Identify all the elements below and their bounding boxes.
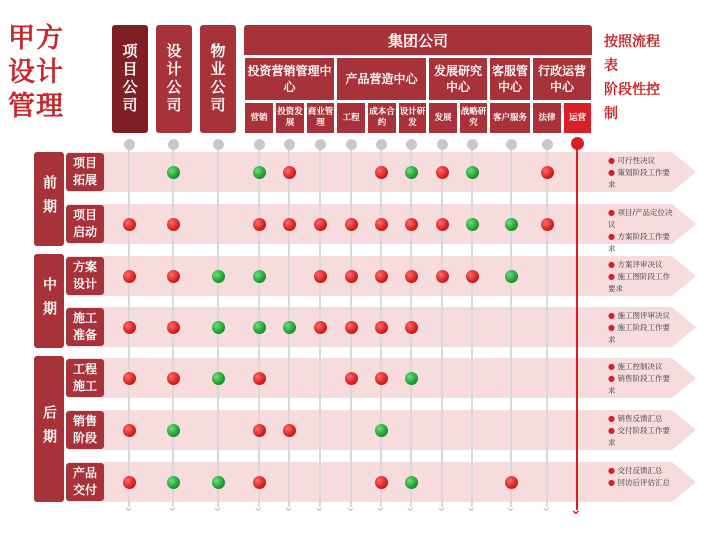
column-top-dot-icon [168, 139, 179, 150]
green-participate-dot [167, 166, 180, 179]
phase-early [34, 152, 64, 246]
note-line: ● 方案阶段工作要求 [608, 232, 671, 253]
chevron-down-icon: ⌄ [541, 500, 552, 515]
stage-note [608, 465, 674, 489]
red-control-dot [505, 476, 518, 489]
green-participate-dot [466, 218, 479, 231]
chevron-down-icon: ⌄ [167, 500, 178, 515]
column-top-dot-icon [254, 139, 265, 150]
stage-0: 项目 拓展 [66, 153, 104, 191]
red-control-dot [283, 218, 296, 231]
page-title [8, 22, 108, 124]
group-header: 集团公司 [244, 25, 592, 55]
green-participate-dot [283, 321, 296, 334]
green-participate-dot [505, 270, 518, 283]
chevron-down-icon: ⌄ [345, 500, 356, 515]
note-line: ● 施工控制决议 [608, 362, 663, 371]
row-band [68, 307, 672, 347]
row-arrow-icon [672, 204, 696, 244]
column-top-dot-icon [315, 139, 326, 150]
red-control-dot [375, 270, 388, 283]
column-line [441, 145, 443, 507]
row-arrow-icon [672, 358, 696, 398]
column-top-dot-icon [346, 139, 357, 150]
red-control-dot [253, 476, 266, 489]
red-control-dot [123, 270, 136, 283]
subunit-legal: 法律 [532, 102, 562, 134]
title-line: 甲方 [8, 23, 64, 54]
chevron-down-icon: ⌄ [212, 500, 223, 515]
center-admin-operations: 行政运营中心 [532, 57, 592, 101]
column-line [546, 145, 548, 507]
stage-3: 施工 准备 [66, 308, 104, 346]
phase-label: 前期 [41, 175, 57, 223]
note-line: ● 销售反馈汇总 [608, 414, 663, 423]
column-top-dot-icon [124, 139, 135, 150]
header-design-company: 设计公司 [156, 25, 192, 133]
subunit-investment: 投资发展 [275, 102, 305, 134]
row-band [68, 204, 672, 244]
subunit-marketing: 营销 [244, 102, 274, 134]
subunit-customer-service: 客户服务 [489, 102, 531, 134]
phase-label: 中期 [41, 277, 57, 325]
subunit-design-rd: 设计研发 [398, 102, 427, 134]
green-participate-dot [167, 424, 180, 437]
stage-6: 产品 交付 [66, 463, 104, 501]
red-control-dot [314, 321, 327, 334]
chevron-down-icon: ⌄ [314, 500, 325, 515]
row-band [68, 256, 672, 296]
green-participate-dot [212, 476, 225, 489]
subunit-cost-contract: 成本合约 [367, 102, 397, 134]
subunit-strategy: 战略研究 [459, 102, 488, 134]
chevron-down-icon: ⌄ [375, 500, 386, 515]
operations-chevron-icon: ⌄ [570, 502, 582, 518]
red-control-dot [375, 321, 388, 334]
note-line: ● 交付反馈汇总 [608, 466, 663, 475]
note-line: ● 可行性决议 [608, 156, 656, 165]
stage-note [608, 361, 674, 397]
subunit-development: 发展 [428, 102, 458, 134]
chevron-down-icon: ⌄ [283, 500, 294, 515]
chevron-down-icon: ⌄ [505, 500, 516, 515]
title-line: 设计 [8, 57, 64, 88]
row-band [68, 152, 672, 192]
green-participate-dot [253, 321, 266, 334]
stage-1: 项目 启动 [66, 205, 104, 243]
note-line: ● 回访后评估汇总 [608, 478, 671, 487]
note-line: ● 施工图评审决议 [608, 311, 671, 320]
note-line: ● 项目/产品定位决议 [608, 208, 673, 229]
red-control-dot [123, 476, 136, 489]
green-participate-dot [405, 166, 418, 179]
red-control-dot [436, 270, 449, 283]
row-arrow-icon [672, 462, 696, 502]
row-band [68, 410, 672, 450]
subunit-commercial: 商业管理 [306, 102, 335, 134]
green-participate-dot [405, 372, 418, 385]
center-product: 产品营造中心 [336, 57, 427, 101]
red-control-dot [123, 321, 136, 334]
green-participate-dot [505, 218, 518, 231]
chevron-down-icon: ⌄ [123, 500, 134, 515]
red-control-dot [123, 218, 136, 231]
header-project-company: 项目公司 [112, 25, 148, 133]
right-title-line: 阶段性控 [604, 82, 660, 98]
red-control-dot [283, 424, 296, 437]
chevron-down-icon: ⌄ [436, 500, 447, 515]
center-investment-marketing: 投资营销管理中心 [244, 57, 335, 101]
header-property-company: 物业公司 [200, 25, 236, 133]
red-control-dot [123, 424, 136, 437]
note-line: ● 销售阶段工作要求 [608, 374, 671, 395]
stage-note [608, 259, 674, 295]
stage-4: 工程 施工 [66, 359, 104, 397]
note-line: ● 策划阶段工作要求 [608, 168, 671, 189]
column-top-dot-icon [376, 139, 387, 150]
red-control-dot [167, 218, 180, 231]
red-control-dot [405, 218, 418, 231]
right-title-line: 制 [604, 106, 618, 122]
red-control-dot [541, 166, 554, 179]
green-participate-dot [212, 270, 225, 283]
red-control-dot [253, 218, 266, 231]
operations-top-dot-icon [571, 137, 584, 150]
red-control-dot [123, 372, 136, 385]
center-development-research: 发展研究中心 [428, 57, 488, 101]
column-top-dot-icon [437, 139, 448, 150]
column-top-dot-icon [506, 139, 517, 150]
column-top-dot-icon [213, 139, 224, 150]
note-line: ● 交付阶段工作要求 [608, 426, 671, 447]
column-top-dot-icon [406, 139, 417, 150]
red-control-dot [253, 424, 266, 437]
row-arrow-icon [672, 152, 696, 192]
green-participate-dot [466, 166, 479, 179]
subunit-engineering: 工程 [336, 102, 366, 134]
red-control-dot [375, 372, 388, 385]
column-top-dot-icon [467, 139, 478, 150]
note-line: ● 方案评审决议 [608, 260, 663, 269]
red-control-dot [405, 321, 418, 334]
red-control-dot [345, 321, 358, 334]
green-participate-dot [253, 270, 266, 283]
green-participate-dot [167, 476, 180, 489]
operations-control-line [576, 145, 578, 510]
red-control-dot [541, 218, 554, 231]
green-participate-dot [375, 424, 388, 437]
column-top-dot-icon [542, 139, 553, 150]
chevron-down-icon: ⌄ [253, 500, 264, 515]
red-control-dot [345, 372, 358, 385]
red-control-dot [345, 270, 358, 283]
note-line: ● 施工图阶段工作要求 [608, 272, 671, 293]
red-control-dot [283, 166, 296, 179]
chevron-down-icon: ⌄ [405, 500, 416, 515]
red-control-dot [253, 372, 266, 385]
stage-note [608, 155, 674, 191]
red-control-dot [375, 218, 388, 231]
row-arrow-icon [672, 410, 696, 450]
red-control-dot [167, 270, 180, 283]
green-participate-dot [405, 476, 418, 489]
red-control-dot [375, 166, 388, 179]
row-arrow-icon [672, 307, 696, 347]
phase-late [34, 356, 64, 502]
column-top-dot-icon [284, 139, 295, 150]
stage-2: 方案 设计 [66, 257, 104, 295]
red-control-dot [345, 218, 358, 231]
stage-note [608, 310, 674, 346]
green-participate-dot [212, 321, 225, 334]
red-control-dot [466, 270, 479, 283]
right-title [604, 30, 714, 126]
phase-label: 后期 [41, 405, 57, 453]
green-participate-dot [212, 372, 225, 385]
red-control-dot [405, 270, 418, 283]
right-title-line: 按照流程 [604, 34, 660, 50]
row-arrow-icon [672, 256, 696, 296]
center-customer-service: 客服管中心 [489, 57, 531, 101]
title-line: 管理 [8, 91, 64, 122]
stage-note [608, 207, 674, 255]
chevron-down-icon: ⌄ [466, 500, 477, 515]
red-control-dot [167, 372, 180, 385]
column-line [510, 145, 512, 507]
row-band [68, 462, 672, 502]
column-line [471, 145, 473, 507]
stage-note [608, 413, 674, 449]
green-participate-dot [253, 166, 266, 179]
stage-5: 销售 阶段 [66, 411, 104, 449]
red-control-dot [436, 218, 449, 231]
red-control-dot [314, 270, 327, 283]
right-title-line: 表 [604, 58, 618, 74]
phase-middle [34, 254, 64, 348]
red-control-dot [314, 218, 327, 231]
note-line: ● 施工阶段工作要求 [608, 323, 671, 344]
subunit-operations: 运营 [563, 102, 592, 134]
red-control-dot [167, 321, 180, 334]
red-control-dot [436, 166, 449, 179]
red-control-dot [375, 476, 388, 489]
row-band [68, 358, 672, 398]
